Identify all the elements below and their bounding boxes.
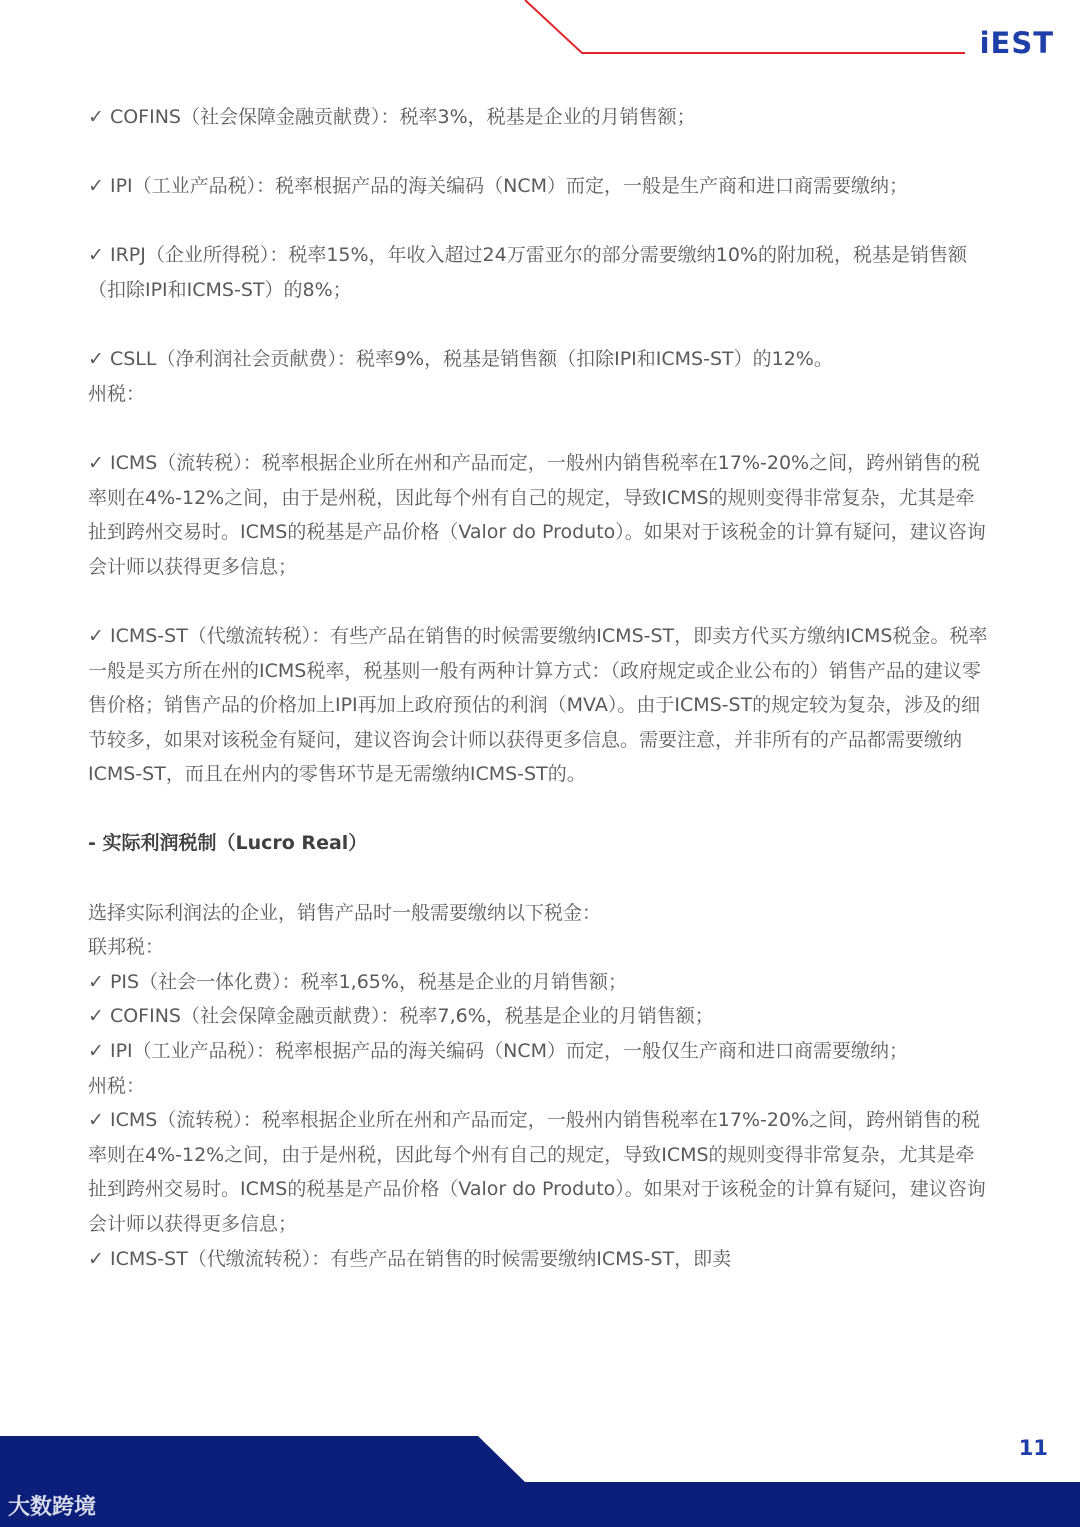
header-decoration	[0, 0, 1080, 70]
page-number: 11	[1018, 1436, 1048, 1460]
item-cofins: ✓ COFINS（社会保障金融贡献费）：税率7,6%，税基是企业的月销售额；	[88, 1005, 714, 1028]
document-body	[88, 100, 988, 1276]
paragraph-irpj: ✓ IRPJ（企业所得税）：税率15%，年收入超过24万雷亚尔的部分需要缴纳10%的附加税，税基是销售额（扣除IPI和ICMS-ST）的8%；	[88, 244, 967, 301]
watermark: 大数跨境	[8, 1495, 97, 1520]
section-heading-lucro-real: - 实际利润税制（Lucro Real）	[88, 832, 368, 855]
item-icms: ✓ ICMS（流转税）：税率根据企业所在州和产品而定，一般州内销售税率在17%-20%之间，跨州销售的税率则在4%-12%之间，由于是州税，因此每个州有自己的规定，导致ICMS的规则变得非常复杂，尤其是牵扯到跨州交易时。ICMS的税基是产品价格（Valor do Produto）。如果对于该税金的计算有疑问，建议咨询会计师以获得更多信息；	[88, 1109, 986, 1235]
paragraph-cofins: ✓ COFINS（社会保障金融贡献费）：税率3%，税基是企业的月销售额；	[88, 106, 696, 128]
paragraph-icms-st: ✓ ICMS-ST（代缴流转税）：有些产品在销售的时候需要缴纳ICMS-ST，即卖方代买方缴纳ICMS税金。税率一般是买方所在州的ICMS税率，税基则一般有两种计算方式：（政府规定或企业公布的）销售产品的建议零售价格；销售产品的价格加上IPI再加上政府预估的利润（MVA）。由于ICMS-ST的规定较为复杂，涉及的细节较多，如果对该税金有疑问，建议咨询会计师以获得更多信息。需要注意，并非所有的产品都需要缴纳ICMS-ST，而且在州内的零售环节是无需缴纳ICMS-ST的。	[88, 624, 988, 786]
item-ipi: ✓ IPI（工业产品税）：税率根据产品的海关编码（NCM）而定，一般仅生产商和进口商需要缴纳；	[88, 1040, 908, 1063]
paragraph-ipi: ✓ IPI（工业产品税）：税率根据产品的海关编码（NCM）而定，一般是生产商和进口商需要缴纳；	[88, 175, 908, 198]
paragraph-icms: ✓ ICMS（流转税）：税率根据企业所在州和产品而定，一般州内销售税率在17%-20%之间，跨州销售的税率则在4%-12%之间，由于是州税，因此每个州有自己的规定，导致ICMS的规则变得非常复杂，尤其是牵扯到跨州交易时。ICMS的税基是产品价格（Valor do Produto）。如果对于该税金的计算有疑问，建议咨询会计师以获得更多信息；	[88, 451, 986, 578]
paragraph-csll: ✓ CSLL（净利润社会贡献费）：税率9%，税基是销售额（扣除IPI和ICMS-ST）的12%。	[88, 348, 833, 371]
state-tax-label: 州税：	[88, 1074, 146, 1097]
item-icms-st: ✓ ICMS-ST（代缴流转税）：有些产品在销售的时候需要缴纳ICMS-ST，即卖	[88, 1247, 732, 1270]
federal-tax-label: 联邦税：	[88, 936, 165, 959]
section-intro: 选择实际利润法的企业，销售产品时一般需要缴纳以下税金：	[88, 901, 602, 924]
iest-logo: iEST	[979, 26, 1054, 60]
footer-band	[0, 1436, 1080, 1527]
item-pis: ✓ PIS（社会一体化费）：税率1,65%，税基是企业的月销售额；	[88, 970, 627, 993]
paragraph-state-tax-label: 州税：	[88, 382, 146, 405]
